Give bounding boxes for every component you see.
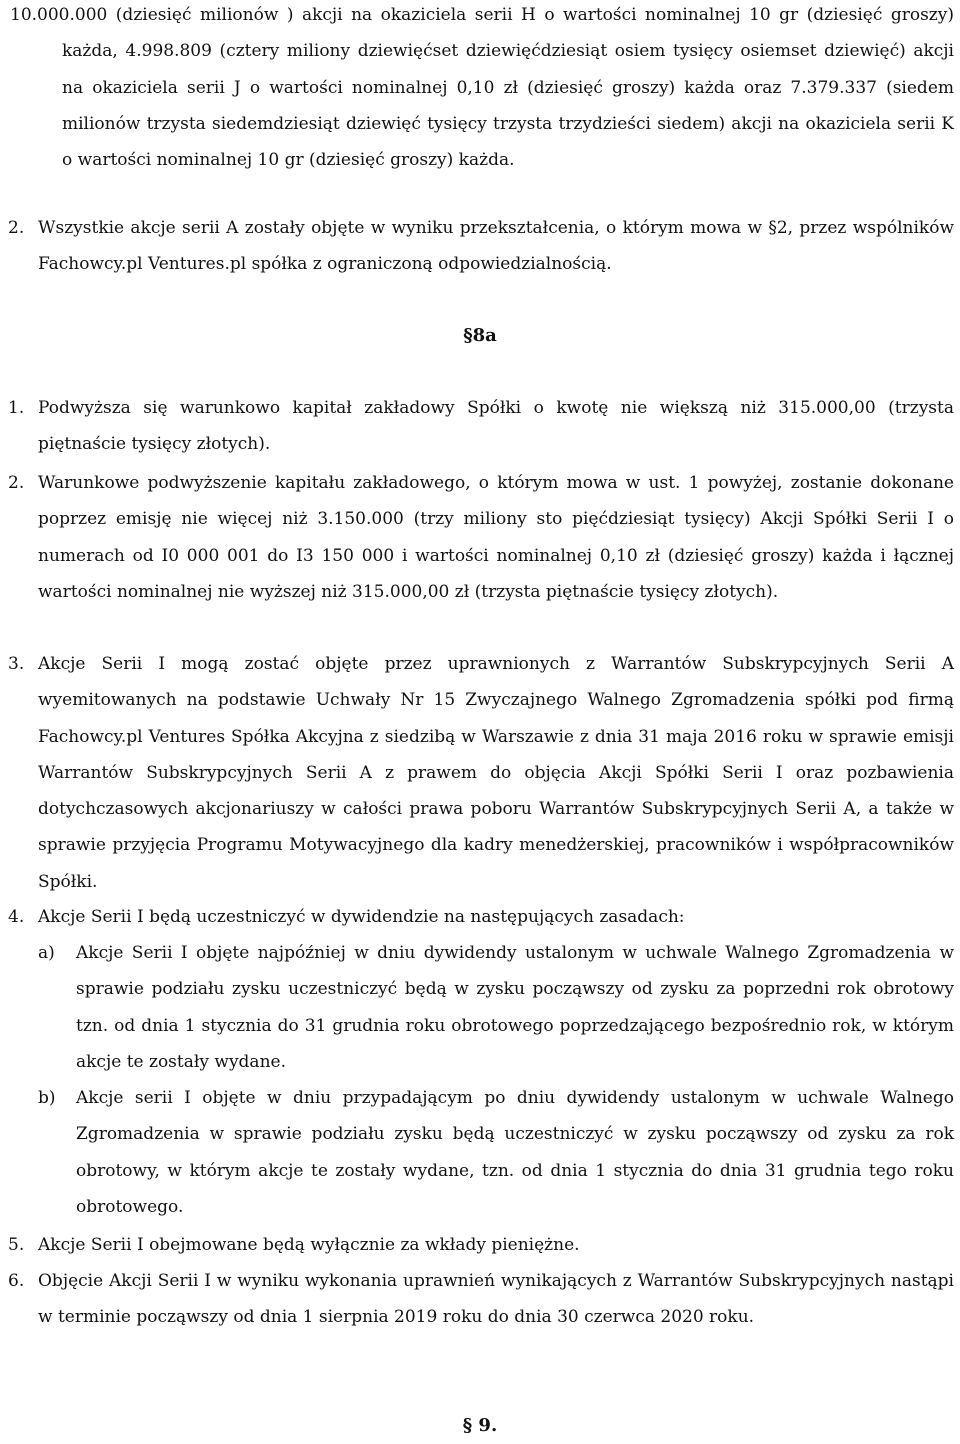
- section8a-item-5: [8, 1227, 954, 1263]
- item-number: 5.: [8, 1235, 25, 1255]
- subitem-letter: b): [38, 1088, 56, 1108]
- continuation-text: 10.000.000 (dziesięć milionów ) akcji na okaziciela serii H o wartości nominalnej 10 gr (dziesięć groszy) każda, 4.998.809 (cztery miliony dziewięćset dziewięćdziesiąt osiem tysięcy osiemset dziewięć) akcji na okaziciela serii J o wartości nominalnej 0,10 zł (dziesięć groszy) każda oraz 7.379.337 (siedem milionów trzysta siedemdziesiąt dziewięć tysięcy trzysta trzydzieści siedem) akcji na okaziciela serii K o wartości nominalnej 10 gr (dziesięć groszy) każda.: [10, 5, 954, 171]
- item-number: 1.: [8, 398, 25, 418]
- item-number: 6.: [8, 1271, 25, 1291]
- item-number: 4.: [8, 907, 25, 927]
- item-text: Objęcie Akcji Serii I w wyniku wykonania uprawnień wynikających z Warrantów Subskrypcyjnych nastąpi w terminie począwszy od dnia 1 sierpnia 2019 roku do dnia 30 czerwca 2020 roku.: [38, 1271, 954, 1328]
- item-text: Warunkowe podwyższenie kapitału zakładowego, o którym mowa w ust. 1 powyżej, zostanie dokonane poprzez emisję nie więcej niż 3.150.000 (trzy miliony sto pięćdziesiąt tysięcy) Akcji Spółki Serii I o numerach od I0 000 001 do I3 150 000 i wartości nominalnej 0,10 zł (dziesięć groszy) każda i łącznej wartości nominalnej nie wyższej niż 315.000,00 zł (trzysta piętnaście tysięcy złotych).: [38, 473, 954, 602]
- section-8a-heading: §8a: [463, 325, 497, 346]
- item-text: Akcje Serii I będą uczestniczyć w dywidendzie na następujących zasadach:: [38, 907, 685, 927]
- subitem-text: Akcje serii I objęte w dniu przypadającym po dniu dywidendy ustalonym w uchwale Walnego Zgromadzenia w sprawie podziału zysku będą uczestniczyć w zysku począwszy od zysku za rok obrotowy, w którym akcje te zostały wydane, tzn. od dnia 1 stycznia do dnia 31 grudnia tego roku obrotowego.: [76, 1088, 954, 1217]
- section8a-item-3: [8, 646, 954, 900]
- item-text: Akcje Serii I mogą zostać objęte przez uprawnionych z Warrantów Subskrypcyjnych Serii A wyemitowanych na podstawie Uchwały Nr 15 Zwyczajnego Walnego Zgromadzenia spółki pod firmą Fachowcy.pl Ventures Spółka Akcyjna z siedzibą w Warszawie z dnia 31 maja 2016 roku w sprawie emisji Warrantów Subskrypcyjnych Serii A z prawem do objęcia Akcji Spółki Serii I oraz pozbawienia dotychczasowych akcjonariuszy w całości prawa poboru Warrantów Subskrypcyjnych Serii A, a także w sprawie przyjęcia Programu Motywacyjnego dla kadry menedżerskiej, pracowników i współpracowników Spółki.: [38, 654, 954, 892]
- section8a-subitem-b: [38, 1080, 954, 1225]
- section7-continuation: [10, 0, 954, 178]
- section8a-item-1: [8, 390, 954, 463]
- subitem-letter: a): [38, 943, 55, 963]
- section-9-heading: § 9.: [462, 1415, 498, 1436]
- item-number: 3.: [8, 654, 25, 674]
- section8a-item-2: [8, 465, 954, 610]
- item-text: Podwyższa się warunkowo kapitał zakładowy Spółki o kwotę nie większą niż 315.000,00 (trzysta piętnaście tysięcy złotych).: [38, 398, 954, 455]
- section7-item-2: [8, 210, 954, 283]
- item-text: Wszystkie akcje serii A zostały objęte w wyniku przekształcenia, o którym mowa w §2, przez wspólników Fachowcy.pl Ventures.pl spółka z ograniczoną odpowiedzialnością.: [38, 218, 954, 275]
- section8a-subitem-a: [38, 935, 954, 1080]
- item-number: 2.: [8, 473, 25, 493]
- item-number: 2.: [8, 218, 25, 238]
- section8a-item-4: [8, 899, 954, 935]
- section8a-item-6: [8, 1263, 954, 1336]
- item-text: Akcje Serii I obejmowane będą wyłącznie za wkłady pieniężne.: [38, 1235, 580, 1255]
- subitem-text: Akcje Serii I objęte najpóźniej w dniu dywidendy ustalonym w uchwale Walnego Zgromadzenia w sprawie podziału zysku uczestniczyć będą w zysku począwszy od zysku za poprzedni rok obrotowy tzn. od dnia 1 stycznia do 31 grudnia roku obrotowego poprzedzającego bezpośrednio rok, w którym akcje te zostały wydane.: [76, 943, 954, 1072]
